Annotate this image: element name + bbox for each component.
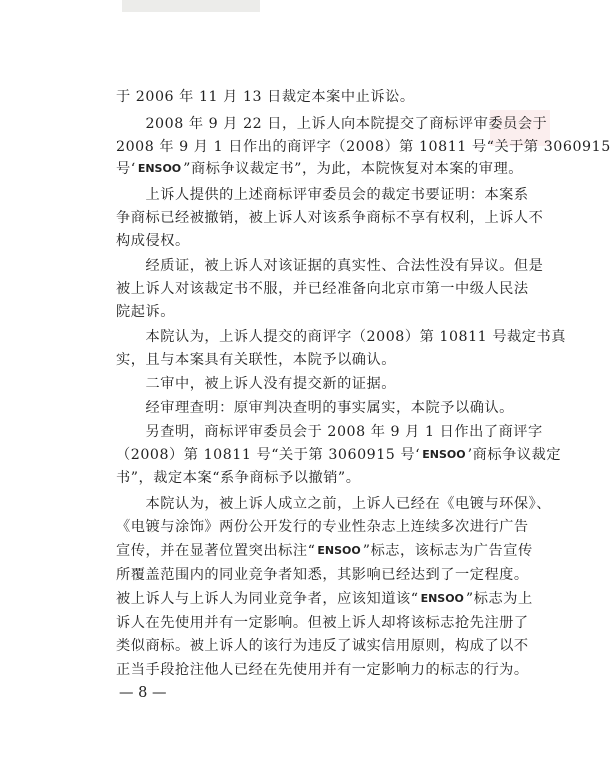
brand-logo: ENSOO [137, 162, 182, 175]
text-line [116, 137, 611, 157]
text-line [116, 302, 175, 322]
text-segment: 被上诉人对该裁定书不服，并已经准备向北京市第一中级人民法 [116, 281, 529, 297]
text-line [116, 114, 547, 134]
text-segment: 所覆盖范围内的同业竞争者知悉，其影响已经达到了一定程度。 [116, 567, 529, 583]
text-line [116, 541, 533, 561]
text-segment: 书”，裁定本案“系争商标予以撤销”。 [116, 470, 361, 486]
text-line [116, 468, 360, 488]
text-segment: ”商标争议裁定书”，为此，本院恢复对本案的审理。 [183, 161, 524, 177]
text-segment: 《电镀与涂饰》两份公开发行的专业性杂志上连续多次进行广告 [116, 519, 529, 535]
text-segment: 2008 年 9 月 1 日作出的商评字（2008）第 10811 号“关于第 3060915 [116, 139, 611, 155]
text-segment: 经审理查明：原审判决查明的事实属实，本院予以确认。 [116, 400, 514, 416]
text-line [116, 398, 514, 418]
scan-edge-mark [122, 0, 260, 12]
text-line [116, 327, 566, 347]
text-line [116, 445, 561, 465]
brand-logo: ENSOO [317, 544, 361, 557]
text-line [116, 279, 529, 299]
text-line [116, 660, 529, 680]
text-line [116, 589, 533, 609]
text-segment: ”标志，该标志为广告宣传 [362, 543, 533, 559]
text-line [116, 185, 529, 205]
text-line [116, 422, 543, 442]
text-line [116, 636, 529, 656]
text-line [116, 374, 396, 394]
text-line [116, 350, 396, 370]
text-segment: （2008）第 10811 号“关于第 3060915 号‘ [116, 447, 421, 463]
text-line [116, 208, 543, 228]
text-segment: 上诉人提供的上述商标评审委员会的裁定书要证明：本案系 [116, 187, 529, 203]
text-segment: 宣传，并在显著位置突出标注“ [116, 543, 316, 559]
brand-logo: ENSOO [422, 448, 466, 461]
text-line [116, 517, 529, 537]
text-line [116, 231, 190, 251]
brand-logo: ENSOO [420, 592, 464, 605]
text-line [116, 565, 529, 585]
text-line [116, 87, 415, 107]
text-segment: 于 2006 年 11 月 13 日裁定本案中止诉讼。 [116, 89, 415, 105]
text-segment: 院起诉。 [116, 304, 175, 320]
text-segment: 号‘ [116, 161, 136, 177]
text-line [116, 256, 543, 276]
text-line [116, 494, 551, 514]
text-segment: 二审中，被上诉人没有提交新的证据。 [116, 376, 397, 392]
text-line [116, 159, 523, 179]
page-number: — 8 — [119, 685, 167, 701]
text-segment: 实，且与本案具有关联性，本院予以确认。 [116, 352, 397, 368]
text-segment: 2008 年 9 月 22 日，上诉人向本院提交了商标评审委员会于 [116, 116, 548, 132]
text-segment: ’商标争议裁定 [467, 447, 562, 463]
text-segment: 诉人在先使用并有一定影响。但被上诉人却将该标志抢先注册了 [116, 615, 529, 631]
text-segment: 构成侵权。 [116, 233, 190, 249]
text-segment: 本院认为，上诉人提交的商评字（2008）第 10811 号裁定书真 [116, 329, 567, 345]
text-segment: 另查明，商标评审委员会于 2008 年 9 月 1 日作出了商评字 [116, 424, 543, 440]
text-segment: 本院认为，被上诉人成立之前，上诉人已经在《电镀与环保》、 [116, 496, 552, 512]
text-segment: 被上诉人与上诉人为同业竞争者，应该知道该“ [116, 591, 419, 607]
text-segment: 正当手段抢注他人已经在先使用并有一定影响力的标志的行为。 [116, 662, 529, 678]
text-line [116, 613, 529, 633]
text-segment: 类似商标。被上诉人的该行为违反了诚实信用原则，构成了以不 [116, 638, 529, 654]
text-segment: ”标志为上 [465, 591, 533, 607]
text-segment: 经质证，被上诉人对该证据的真实性、合法性没有异议。但是 [116, 258, 544, 274]
text-segment: 争商标已经被撤销，被上诉人对该系争商标不享有权利，上诉人不 [116, 210, 544, 226]
